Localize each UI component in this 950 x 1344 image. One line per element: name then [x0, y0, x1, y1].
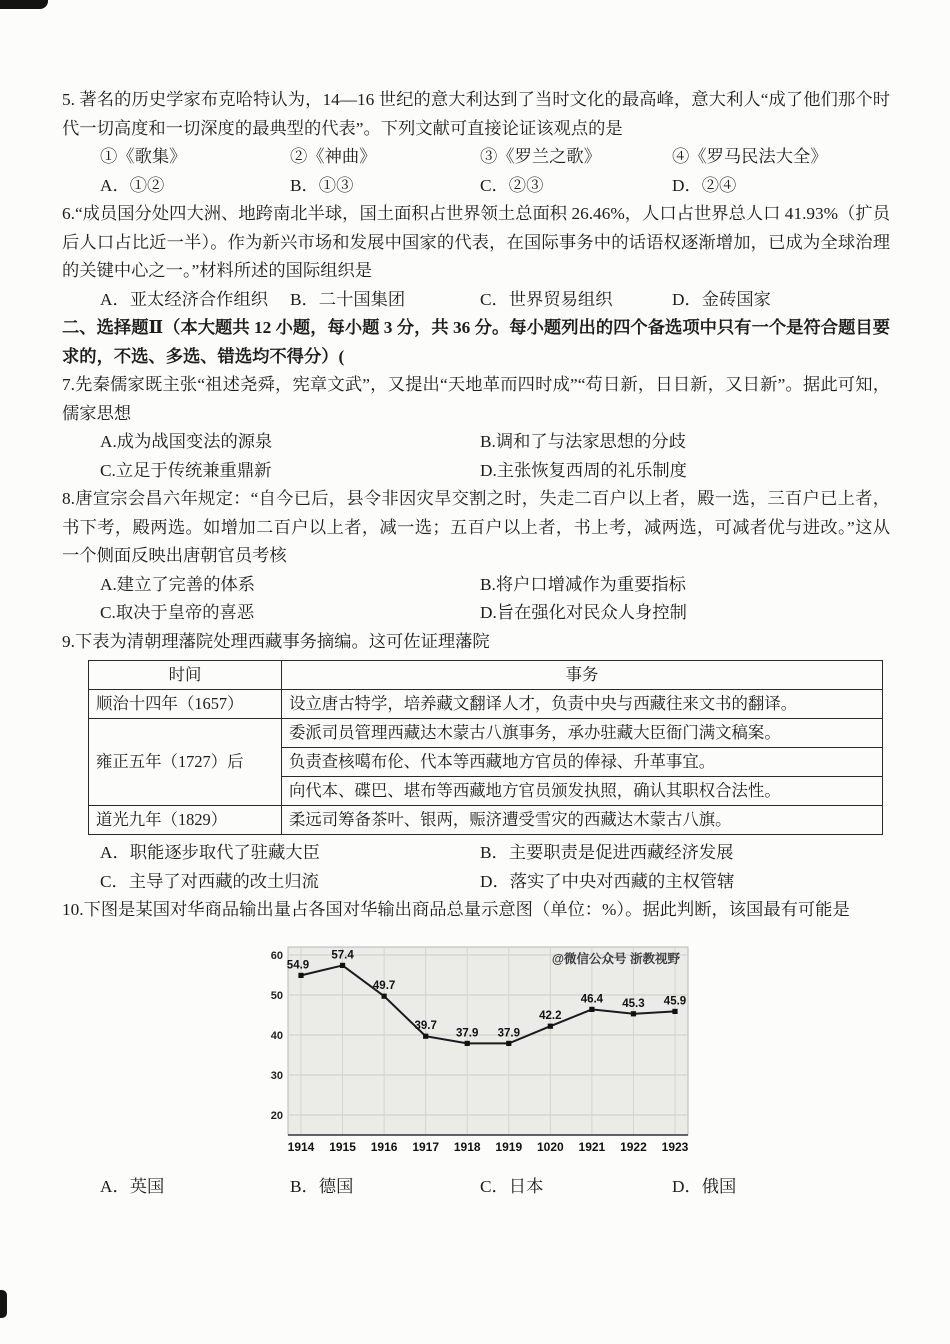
y-axis-tick-label: 50	[270, 989, 283, 1002]
q7-option-a: A.成为战国变法的源泉	[100, 432, 273, 451]
x-axis-tick-label: 1916	[370, 1139, 398, 1154]
q5-option-a: A．①②	[100, 175, 165, 195]
question-5-text: 5. 著名的历史学家布克哈特认为，14—16 世纪的意大利达到了当时文化的最高峰，意大利人“成了他们那个时代一切高度和一切深度的最典型的代表”。下列文献可直接论证该观点的是	[62, 90, 890, 138]
question-9-text: 9.下表为清朝理藩院处理西藏事务摘编。这可佐证理藩院	[62, 631, 490, 651]
question-8-text: 8.唐宣宗会昌六年规定：“自今已后，县令非因灾旱交割之时，失走二百户以上者，殿一选，三百户已上者，书下考，殿两选。如增加二百户以上者，减一选；五百户以上者，书上考，减两选，可减者优与进改。”这从一个侧面反映出唐朝官员考核	[62, 489, 890, 565]
data-point-label: 49.7	[372, 979, 396, 992]
x-axis-tick-label: 1921	[578, 1139, 606, 1154]
question-8-options	[62, 571, 890, 628]
question-6-text: 6.“成员国分处四大洲、地跨南北半球，国土面积占世界领土总面积 26.46%，人口占世界总人口 41.93%（扩员后人口占比近一半）。作为新兴市场和发展中国家的代表，在国际事务中的话语权逐渐增加，已成为全球治理的关键中心之一。”材料所述的国际组织是	[62, 204, 890, 280]
scan-artifact-bottom-left	[0, 1290, 7, 1318]
q6-option-c: C．世界贸易组织	[480, 289, 613, 309]
q8-option-d: D.旨在强化对民众人身控制	[480, 603, 687, 622]
q5-item-4: ④《罗马民法大全》	[672, 147, 828, 166]
q10-option-c: C．日本	[480, 1176, 544, 1196]
table-row	[89, 806, 883, 835]
data-point-marker	[465, 1040, 470, 1045]
q9-option-a: A．职能逐步取代了驻藏大臣	[100, 843, 320, 862]
q5-item-2: ②《神曲》	[290, 147, 377, 166]
question-10-text: 10.下图是某国对华商品输出量占各国对华输出商品总量示意图（单位：%）。据此判断，该国最有可能是	[62, 900, 850, 919]
data-point-marker	[589, 1006, 594, 1011]
x-axis-tick-label: 1914	[287, 1139, 315, 1154]
table-row	[89, 719, 883, 748]
table-cell-affair-1727-3: 向代本、碟巴、堪布等西藏地方官员颁发执照，确认其职权合法性。	[282, 777, 883, 806]
data-point-marker	[423, 1033, 428, 1038]
q7-option-b: B.调和了与法家思想的分歧	[480, 432, 686, 451]
table-header-time: 时间	[89, 661, 282, 690]
scan-artifact-top-left	[0, 0, 48, 9]
q9-option-b: B．主要职责是促进西藏经济发展	[480, 843, 734, 862]
x-axis-tick-label: 1922	[620, 1139, 647, 1154]
data-point-marker	[506, 1040, 511, 1045]
y-axis-tick-label: 20	[270, 1109, 283, 1122]
data-point-label: 45.9	[663, 994, 687, 1007]
data-point-marker	[631, 1011, 636, 1016]
q8-option-a: A.建立了完善的体系	[100, 574, 256, 594]
lifanyuan-affairs-table	[88, 660, 883, 835]
q9-option-c: C．主导了对西藏的改土归流	[100, 871, 319, 891]
data-point-label: 45.3	[622, 997, 645, 1010]
x-axis-tick-label: 1020	[536, 1139, 564, 1154]
x-axis-tick-label: 1917	[412, 1139, 440, 1154]
y-axis-tick-label: 30	[270, 1069, 283, 1082]
table-cell-affair-1727-2: 负责查核噶布伦、代本等西藏地方官员的俸禄、升革事宜。	[282, 748, 883, 777]
q6-option-a: A．亚太经济合作组织	[100, 289, 269, 309]
q7-option-d: D.主张恢复西周的礼乐制度	[480, 460, 687, 480]
q5-item-3: ③《罗兰之歌》	[480, 147, 601, 166]
section-2-header: 二、选择题Ⅱ（本大题共 12 小题，每小题 3 分，共 36 分。每小题列出的四个备选项中只有一个是符合题目要求的，不选、多选、错选均不得分）(	[62, 318, 890, 366]
table-cell-time-1727: 雍正五年（1727）后	[89, 719, 282, 806]
chart-watermark: @微信公众号 浙教视野	[551, 951, 680, 966]
question-9-options	[62, 839, 890, 896]
commodity-share-chart	[258, 933, 694, 1171]
q7-option-c: C.立足于传统兼重鼎新	[100, 460, 272, 480]
data-point-marker	[340, 962, 345, 967]
q8-option-c: C.取决于皇帝的喜恶	[100, 603, 255, 622]
x-axis-tick-label: 1915	[329, 1139, 356, 1154]
table-row	[89, 690, 883, 719]
question-7-options	[62, 428, 890, 485]
q9-option-d: D．落实了中央对西藏的主权管辖	[480, 871, 735, 891]
table-header-row	[89, 661, 883, 690]
data-point-label: 39.7	[414, 1019, 437, 1032]
question-10-options	[62, 1173, 890, 1202]
x-axis-tick-label: 1918	[453, 1139, 481, 1154]
chart-plot-area	[288, 947, 688, 1135]
table-header-affair: 事务	[282, 661, 883, 690]
q10-option-d: D．俄国	[672, 1176, 737, 1196]
q6-option-d: D．金砖国家	[672, 289, 771, 309]
q8-option-b: B.将户口增减作为重要指标	[480, 574, 686, 594]
q5-option-d: D．②④	[672, 175, 737, 195]
table-cell-affair-1657: 设立唐古特学，培养藏文翻译人才，负责中央与西藏往来文书的翻译。	[282, 690, 883, 719]
data-point-marker	[548, 1023, 553, 1028]
question-5-options	[62, 172, 890, 201]
data-point-label: 57.4	[331, 948, 354, 961]
table-cell-affair-1829: 柔远司筹备茶叶、银两，赈济遭受雪灾的西藏达木蒙古八旗。	[282, 806, 883, 835]
q10-option-a: A．英国	[100, 1176, 165, 1196]
table-cell-time-1829: 道光九年（1829）	[89, 806, 282, 835]
q5-option-c: C．②③	[480, 175, 544, 195]
data-point-label: 54.9	[286, 958, 310, 971]
q5-item-1: ①《歌集》	[100, 147, 187, 166]
data-point-marker	[382, 993, 387, 998]
question-5-items	[62, 143, 890, 172]
commodity-share-chart-wrap	[258, 933, 694, 1171]
x-axis-tick-label: 1919	[495, 1139, 523, 1154]
q5-option-b: B．①③	[290, 175, 354, 195]
table-cell-time-1657: 顺治十四年（1657）	[89, 690, 282, 719]
table-cell-affair-1727-1: 委派司员管理西藏达木蒙古八旗事务，承办驻藏大臣衙门满文稿案。	[282, 719, 883, 748]
y-axis-tick-label: 60	[270, 949, 283, 962]
question-7-text: 7.先秦儒家既主张“祖述尧舜，宪章文武”，又提出“天地革而四时成”“苟日新，日日新，又日新”。据此可知，儒家思想	[62, 375, 890, 423]
data-point-label: 46.4	[580, 992, 604, 1005]
question-6-options	[62, 286, 890, 315]
data-point-label: 42.2	[539, 1009, 562, 1022]
q10-option-b: B．德国	[290, 1176, 354, 1196]
data-point-label: 37.9	[497, 1026, 520, 1039]
data-point-marker	[672, 1008, 677, 1013]
data-point-label: 37.9	[456, 1026, 479, 1039]
data-point-marker	[298, 972, 303, 977]
y-axis-tick-label: 40	[270, 1029, 283, 1042]
x-axis-tick-label: 1923	[661, 1139, 689, 1154]
q6-option-b: B．二十国集团	[290, 289, 406, 309]
